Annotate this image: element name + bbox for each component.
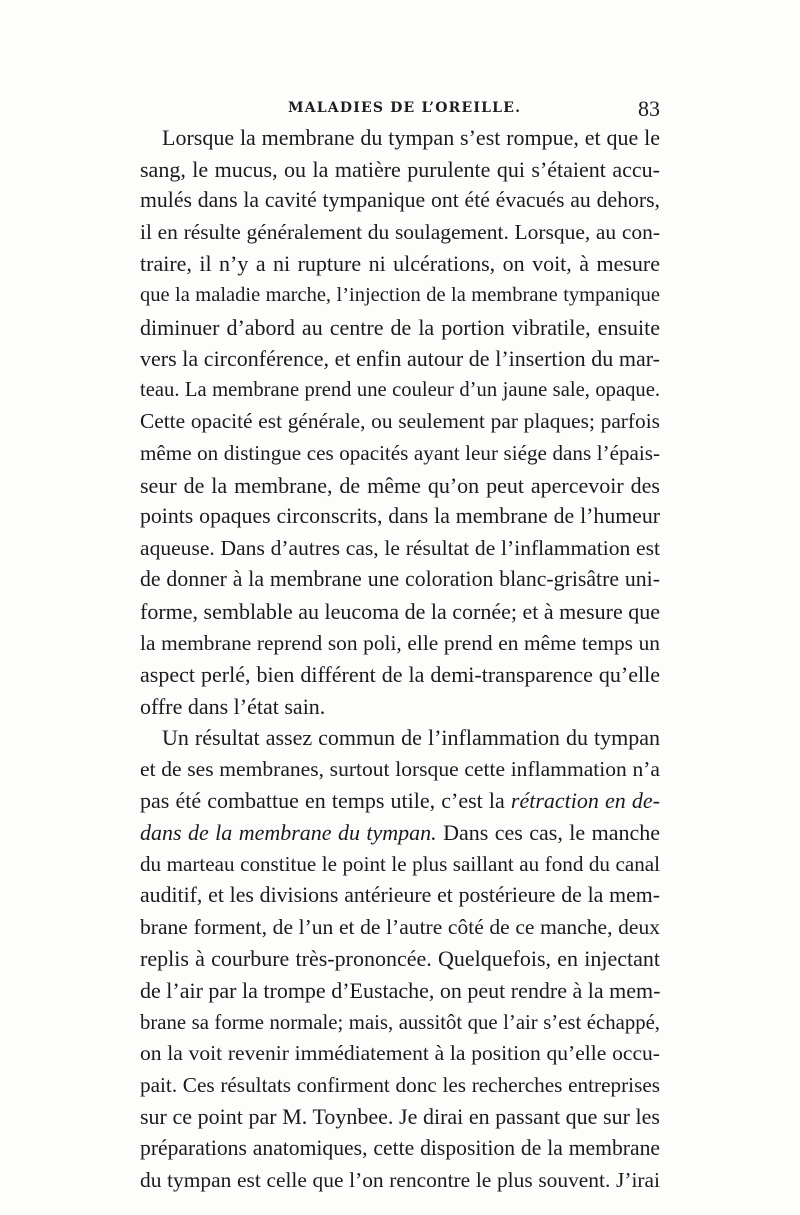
text-line: auditif, et les divisions antérieure et postérieure de la mem- xyxy=(140,883,660,908)
text-line: aspect perlé, bien différent de la demi-transparence qu’elle xyxy=(140,662,660,688)
text-line: que la maladie marche, l’injection de la membrane tympanique xyxy=(140,283,660,306)
running-header xyxy=(140,96,660,124)
text-line: points opaques circonscrits, dans la membrane de l’humeur xyxy=(140,504,660,529)
text-line: teau. La membrane prend une couleur d’un jaune sale, opaque. xyxy=(140,378,660,401)
text-line: de l’air par la trompe d’Eustache, on peut rendre à la mem- xyxy=(140,978,661,1004)
text-line: pait. Ces résultats confirment donc les recherches entreprises xyxy=(140,1072,660,1097)
text-line xyxy=(140,785,660,817)
body-text xyxy=(140,122,660,1196)
text-line: sang, le mucus, ou la matière purulente qui s’étaient accu- xyxy=(140,156,660,182)
text-segment: Dans ces cas, le manche xyxy=(436,820,660,846)
text-line: sur ce point par M. Toynbee. Je dirai en passant que sur les xyxy=(140,1104,660,1130)
text-line: la membrane reprend son poli, elle prend en même temps un xyxy=(140,630,660,655)
text-line: forme, semblable au leucoma de la cornée; et à mesure que xyxy=(140,598,660,624)
text-line: aqueuse. Dans d’autres cas, le résultat de l’inflammation est xyxy=(140,535,660,560)
text-line: traire, il n’y a ni rupture ni ulcérations, on voit, à mesure xyxy=(140,251,660,277)
text-line: seur de la membrane, de même qu’on peut apercevoir des xyxy=(140,472,660,498)
text-line: brane sa forme normale; mais, aussitôt que l’air s’est échappé, xyxy=(140,1010,660,1034)
text-line: du marteau constitue le point le plus saillant au fond du canal xyxy=(140,851,660,876)
text-line: il en résulte généralement du soulagement. Lorsque, au con- xyxy=(140,219,660,244)
text-line: de donner à la membrane une coloration blanc-grisâtre uni- xyxy=(140,567,660,592)
text-line: offre dans l’état sain. xyxy=(140,693,326,719)
text-line: et de ses membranes, surtout lorsque cette inflammation n’a xyxy=(140,756,660,781)
running-title: MALADIES DE L’OREILLE. xyxy=(288,100,522,116)
text-line: vers la circonférence, et enfin autour de l’insertion du mar- xyxy=(140,346,660,372)
text-line xyxy=(140,817,660,849)
text-segment: pas été combattue en temps utile, c’est la xyxy=(140,788,511,814)
text-line: Un résultat assez commun de l’inflammation du tympan xyxy=(162,725,660,751)
text-line: Cette opacité est générale, ou seulement par plaques; parfois xyxy=(140,409,660,434)
text-line: du tympan est celle que l’on rencontre le plus souvent. J’irai xyxy=(140,1167,660,1192)
italic-segment: rétraction en de- xyxy=(510,788,660,814)
text-line: mulés dans la cavité tympanique ont été évacués au dehors, xyxy=(140,188,660,213)
text-line: préparations anatomiques, cette disposition de la membrane xyxy=(140,1136,660,1160)
text-line: diminuer d’abord au centre de la portion vibratile, ensuite xyxy=(140,314,660,340)
text-line: brane forment, de l’un et de l’autre côté de ce manche, deux xyxy=(140,914,660,939)
text-line: on la voit revenir immédiatement à la position qu’elle occu- xyxy=(140,1041,660,1066)
text-line: replis à courbure très-prononcée. Quelquefois, en injectant xyxy=(140,946,660,972)
page-number: 83 xyxy=(638,96,660,121)
italic-segment: dans de la membrane du tympan. xyxy=(140,820,437,846)
text-line: Lorsque la membrane du tympan s’est rompue, et que le xyxy=(162,125,660,150)
text-line: même on distingue ces opacités ayant leur siége dans l’épais- xyxy=(140,440,660,465)
